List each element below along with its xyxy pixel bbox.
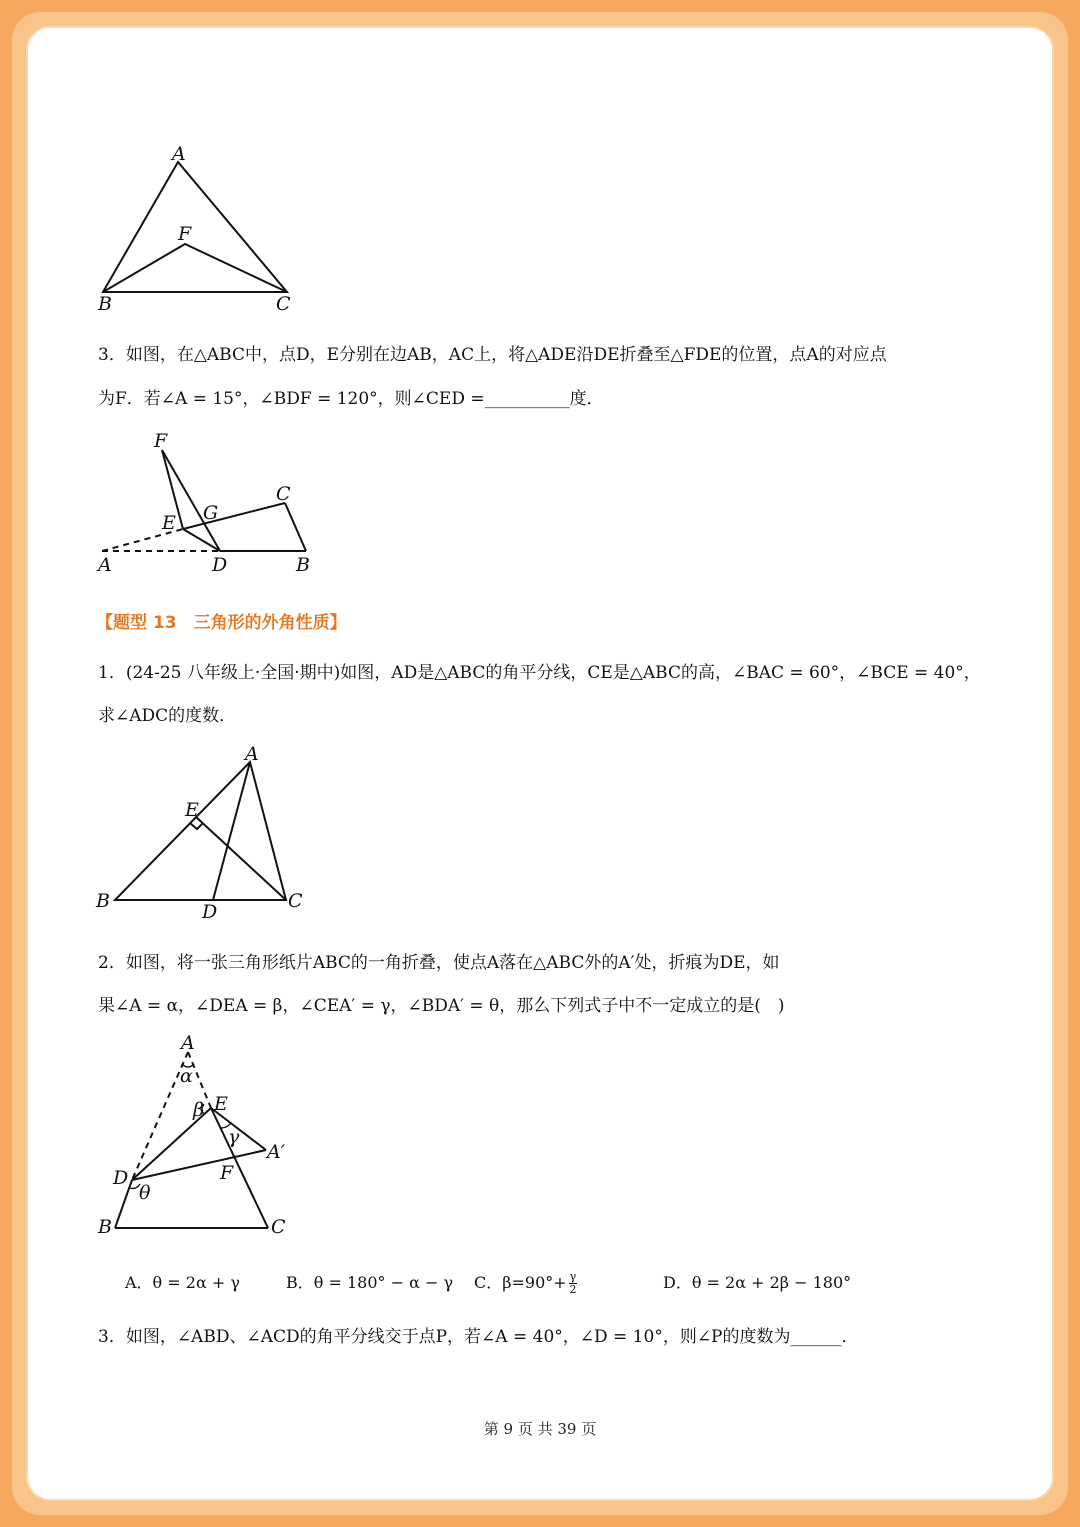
figure-fold-fde bbox=[90, 425, 330, 585]
option-a[interactable]: A．θ = 2α + γ bbox=[125, 1273, 240, 1292]
segment-ad bbox=[213, 762, 250, 900]
label-b: B bbox=[96, 890, 110, 912]
label-beta: β bbox=[193, 1099, 204, 1121]
option-c-denominator: 2 bbox=[569, 1283, 577, 1296]
label-theta: θ bbox=[139, 1182, 151, 1204]
option-c-text: C．β=90°+ bbox=[474, 1273, 567, 1292]
label-f: F bbox=[220, 1162, 234, 1184]
label-gamma: γ bbox=[228, 1126, 240, 1148]
section-heading: 【题型 13 三角形的外角性质】 bbox=[96, 613, 347, 633]
label-c: C bbox=[271, 1216, 286, 1238]
problem3-line2: 为F．若∠A = 15°，∠BDF = 120°，则∠CED =__________度． bbox=[98, 389, 604, 409]
segment-bc bbox=[285, 503, 306, 551]
label-a: A bbox=[172, 143, 186, 165]
figure-triangle-abc-f bbox=[90, 140, 310, 320]
label-b: B bbox=[98, 1216, 112, 1238]
label-c: C bbox=[288, 890, 303, 912]
figure-bisector-altitude bbox=[90, 740, 330, 925]
label-f: F bbox=[154, 430, 168, 452]
triangle-abc bbox=[115, 762, 286, 900]
option-d[interactable]: D．θ = 2α + 2β − 180° bbox=[663, 1273, 852, 1292]
label-a: A bbox=[245, 743, 259, 765]
label-b: B bbox=[296, 554, 310, 576]
page-number: 第 9 页 共 39 页 bbox=[483, 1420, 597, 1438]
label-d: D bbox=[113, 1167, 129, 1189]
label-e: E bbox=[185, 799, 199, 821]
right-angle-mark bbox=[190, 823, 203, 829]
label-d: D bbox=[212, 554, 228, 576]
lines-bfc bbox=[103, 244, 287, 292]
figure-fold-corner bbox=[90, 1030, 310, 1245]
label-f: F bbox=[178, 223, 192, 245]
segment-fd bbox=[162, 450, 220, 551]
label-a-prime: A′ bbox=[267, 1141, 286, 1163]
triangle-abc bbox=[103, 162, 287, 292]
segment-ce bbox=[196, 817, 286, 900]
label-a: A bbox=[181, 1032, 195, 1054]
option-c-numerator: γ bbox=[569, 1270, 577, 1283]
q2-line1: 2．如图，将一张三角形纸片ABC的一角折叠，使点A落在△ABC外的A′处，折痕为DE，如 bbox=[98, 953, 780, 973]
label-e: E bbox=[214, 1093, 228, 1115]
option-c[interactable] bbox=[474, 1270, 577, 1296]
label-e: E bbox=[162, 512, 176, 534]
problem3-line1: 3．如图，在△ABC中，点D，E分别在边AB，AC上，将△ADE沿DE折叠至△FDE的位置，点A的对应点 bbox=[98, 345, 887, 365]
label-g: G bbox=[203, 502, 219, 524]
q3-line1: 3．如图，∠ABD、∠ACD的角平分线交于点P，若∠A = 40°，∠D = 10°，则∠P的度数为______． bbox=[98, 1327, 859, 1347]
label-d: D bbox=[202, 901, 218, 923]
q2-line2: 果∠A = α，∠DEA = β，∠CEA′ = γ，∠BDA′ = θ，那么下列式子中不一定成立的是( ) bbox=[98, 996, 785, 1016]
label-c: C bbox=[276, 483, 291, 505]
option-c-fraction bbox=[569, 1271, 578, 1296]
option-b[interactable]: B．θ = 180° − α − γ bbox=[286, 1273, 454, 1292]
q1-line2: 求∠ADC的度数． bbox=[98, 706, 237, 726]
q1-line1: 1．(24-25 八年级上·全国·期中)如图，AD是△ABC的角平分线，CE是△ABC的高，∠BAC = 60°，∠BCE = 40°， bbox=[98, 663, 981, 683]
segment-ce bbox=[183, 503, 285, 529]
segment-da-prime bbox=[132, 1150, 266, 1180]
label-a: A bbox=[98, 554, 112, 576]
label-c: C bbox=[276, 293, 291, 315]
label-b: B bbox=[98, 293, 112, 315]
label-alpha: α bbox=[180, 1065, 193, 1087]
